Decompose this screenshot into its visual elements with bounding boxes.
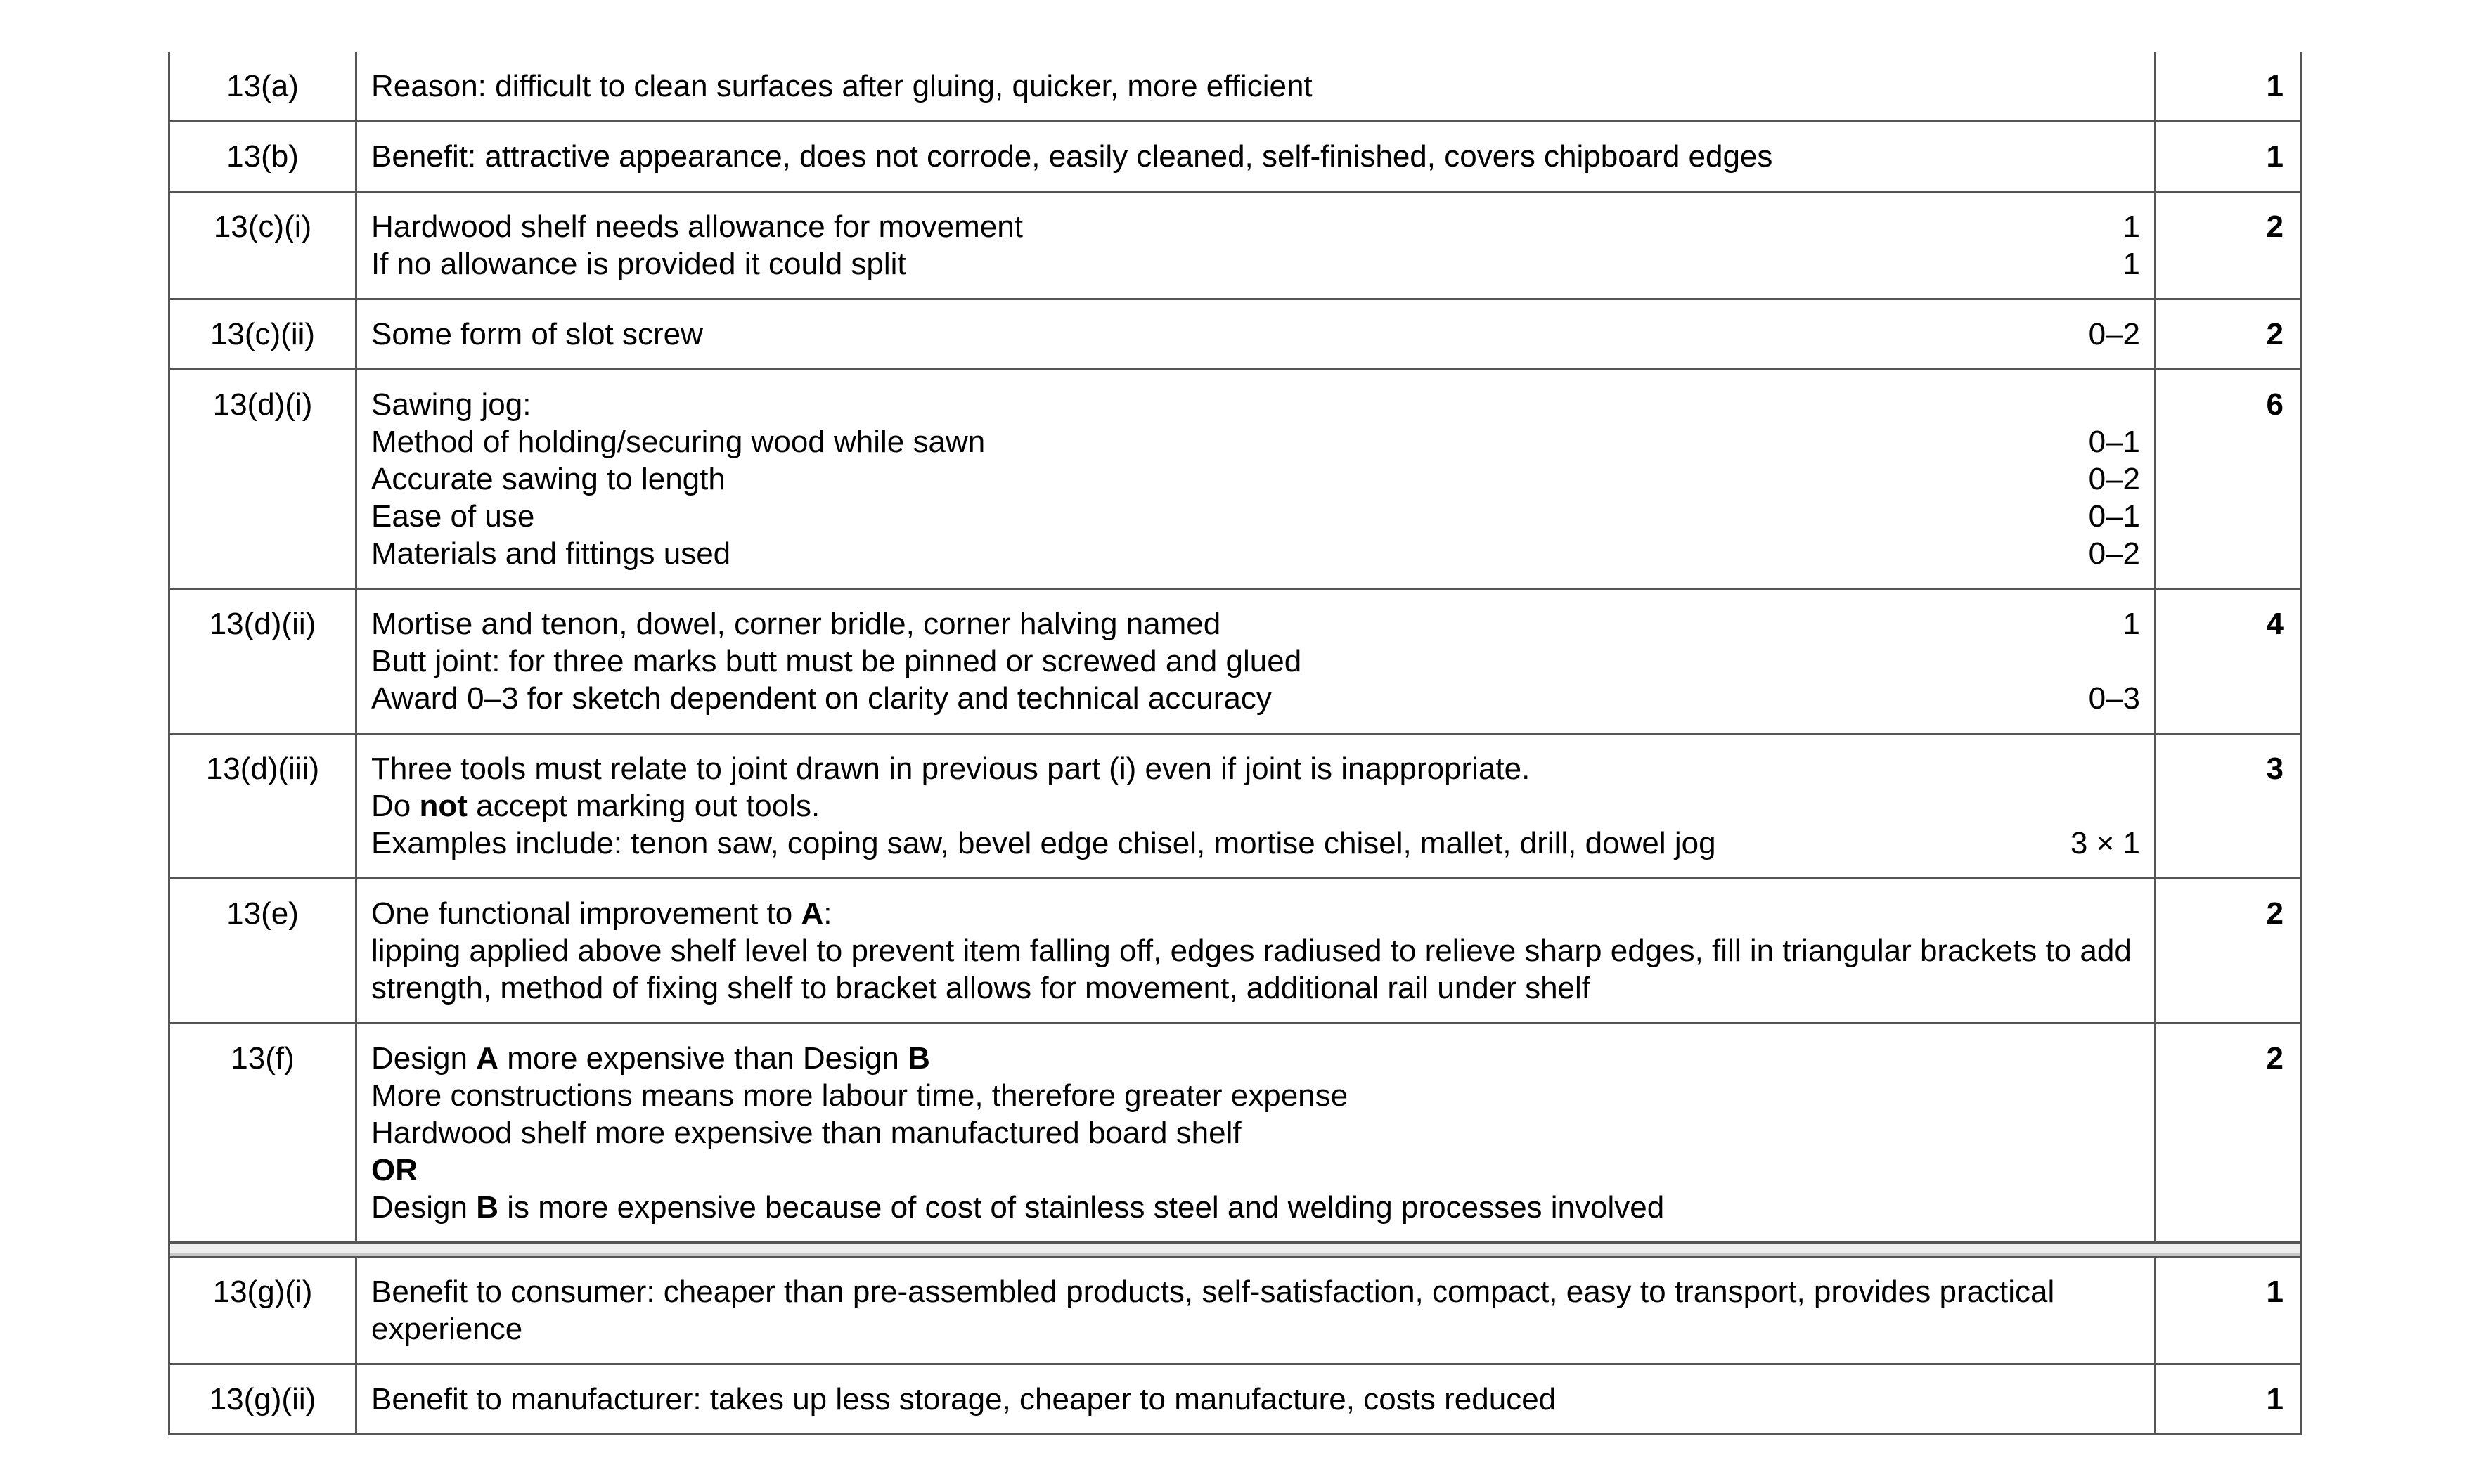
answer-cell <box>357 1024 2156 1241</box>
question-row <box>170 588 2300 733</box>
answer-line <box>371 1114 2140 1151</box>
answer-cell <box>357 879 2156 1022</box>
answer-text: Benefit to consumer: cheaper than pre-assembled products, self-satisfaction, compact, easy to transport, provides practical experience <box>371 1275 2055 1346</box>
total-mark: 4 <box>2266 607 2284 641</box>
total-mark: 3 <box>2266 751 2284 786</box>
answer-cell <box>357 1365 2156 1433</box>
answer-line <box>371 67 2140 105</box>
answer-line <box>371 1381 2140 1418</box>
question-row <box>170 1022 2300 1241</box>
answer-text-part: is more expensive because of cost of stainless steel and welding processes involved <box>498 1190 1665 1225</box>
answer-line <box>371 1040 2140 1077</box>
answer-line <box>371 386 2140 423</box>
question-row <box>170 298 2300 368</box>
question-row <box>170 877 2300 1022</box>
answer-line <box>371 895 2140 932</box>
answer-text: Hardwood shelf more expensive than manufactured board shelf <box>371 1116 1242 1150</box>
answer-text: lipping applied above shelf level to prevent item falling off, edges radiused to relieve sharp edges, fill in triangular brackets to add strength, method of fixing shelf to bracket allows for movement, additional rail under shelf <box>371 934 2132 1005</box>
answer-cell <box>357 300 2156 368</box>
answer-text: Materials and fittings used <box>371 536 731 571</box>
sub-mark: 0–1 <box>2088 425 2140 459</box>
answer-text: Examples include: tenon saw, coping saw, bevel edge chisel, mortise chisel, mallet, drill, dowel jog <box>371 826 1716 860</box>
answer-text-bold: not <box>419 789 468 823</box>
answer-text: Reason: difficult to clean surfaces after gluing, quicker, more efficient <box>371 69 1313 103</box>
sub-mark: 1 <box>2123 209 2140 244</box>
question-number: 13(d)(i) <box>170 370 357 588</box>
answer-line <box>371 245 2140 283</box>
question-number: 13(g)(i) <box>170 1258 357 1363</box>
answer-text-part: more expensive than Design <box>498 1041 908 1076</box>
answer-text: Benefit: attractive appearance, does not corrode, easily cleaned, self-finished, covers chipboard edges <box>371 139 1773 174</box>
answer-text <box>371 1189 1664 1226</box>
answer-line <box>371 1273 2140 1348</box>
answer-line <box>371 825 2140 862</box>
question-row <box>170 52 2300 120</box>
question-row <box>170 191 2300 298</box>
answer-line <box>371 787 2140 825</box>
answer-line <box>371 1151 2140 1189</box>
answer-text <box>371 1040 930 1077</box>
answer-text-part: Design <box>371 1041 477 1076</box>
answer-text-bold: A <box>476 1041 498 1076</box>
answer-line <box>371 535 2140 572</box>
mark-scheme-table <box>168 52 2302 1435</box>
answer-text: Butt joint: for three marks butt must be pinned or screwed and glued <box>371 644 1302 678</box>
sub-mark: 0–2 <box>2088 536 2140 571</box>
total-mark: 6 <box>2266 387 2284 422</box>
answer-text-part: accept marking out tools. <box>467 789 820 823</box>
question-number: 13(g)(ii) <box>170 1365 357 1433</box>
answer-text-bold: A <box>801 896 824 931</box>
sub-mark: 3 × 1 <box>2070 826 2140 860</box>
answer-text <box>371 895 832 932</box>
question-row <box>170 368 2300 588</box>
total-mark: 1 <box>2266 1275 2284 1309</box>
question-number: 13(d)(iii) <box>170 735 357 877</box>
sub-mark: 0–2 <box>2088 317 2140 351</box>
answer-line <box>371 932 2140 1007</box>
answer-cell <box>357 122 2156 191</box>
answer-line <box>371 1189 2140 1226</box>
question-row <box>170 733 2300 877</box>
answer-cell <box>357 735 2156 877</box>
question-row <box>170 120 2300 191</box>
total-mark: 2 <box>2266 1041 2284 1076</box>
total-mark: 1 <box>2266 139 2284 174</box>
total-mark: 2 <box>2266 209 2284 244</box>
answer-text-bold: B <box>476 1190 498 1225</box>
answer-line <box>371 1077 2140 1114</box>
answer-cell <box>357 370 2156 588</box>
answer-line <box>371 750 2140 787</box>
question-number: 13(c)(ii) <box>170 300 357 368</box>
answer-text-bold: B <box>908 1041 930 1076</box>
answer-text: Accurate sawing to length <box>371 462 726 496</box>
total-mark: 2 <box>2266 317 2284 351</box>
sub-mark: 0–1 <box>2088 499 2140 534</box>
answer-text: Three tools must relate to joint drawn in previous part (i) even if joint is inappropriate. <box>371 751 1531 786</box>
answer-line <box>371 498 2140 535</box>
question-row <box>170 1258 2300 1363</box>
question-number: 13(e) <box>170 879 357 1022</box>
sub-mark: 1 <box>2123 247 2140 281</box>
answer-line <box>371 208 2140 245</box>
answer-text: If no allowance is provided it could split <box>371 247 906 281</box>
answer-line <box>371 138 2140 175</box>
answer-line <box>371 423 2140 460</box>
question-number: 13(f) <box>170 1024 357 1241</box>
sub-mark: 0–3 <box>2088 681 2140 716</box>
answer-text: Sawing jog: <box>371 387 532 422</box>
answer-text: Award 0–3 for sketch dependent on clarity and technical accuracy <box>371 681 1272 716</box>
sub-mark: 1 <box>2123 607 2140 641</box>
answer-text: Hardwood shelf needs allowance for movement <box>371 209 1023 244</box>
answer-text <box>371 787 820 825</box>
answer-text: Method of holding/securing wood while sawn <box>371 425 986 459</box>
answer-cell <box>357 1258 2156 1363</box>
answer-cell <box>357 52 2156 120</box>
total-mark: 1 <box>2266 69 2284 103</box>
answer-text-bold: OR <box>371 1153 418 1187</box>
answer-cell <box>357 193 2156 298</box>
sub-mark: 0–2 <box>2088 462 2140 496</box>
answer-line <box>371 605 2140 643</box>
answer-text: Ease of use <box>371 499 535 534</box>
answer-text: Benefit to manufacturer: takes up less storage, cheaper to manufacture, costs reduced <box>371 1382 1557 1417</box>
question-row <box>170 1363 2300 1433</box>
answer-text: Some form of slot screw <box>371 317 703 351</box>
answer-line <box>371 680 2140 717</box>
answer-text-part: : <box>823 896 832 931</box>
total-mark: 1 <box>2266 1382 2284 1417</box>
answer-text: More constructions means more labour time, therefore greater expense <box>371 1078 1348 1113</box>
answer-text-part: One functional improvement to <box>371 896 801 931</box>
question-number: 13(b) <box>170 122 357 191</box>
total-mark: 2 <box>2266 896 2284 931</box>
answer-line <box>371 643 2140 680</box>
answer-text-part: Do <box>371 789 420 823</box>
answer-text-part: Design <box>371 1190 477 1225</box>
answer-line <box>371 460 2140 498</box>
question-number: 13(d)(ii) <box>170 590 357 733</box>
question-number: 13(a) <box>170 52 357 120</box>
question-number: 13(c)(i) <box>170 193 357 298</box>
answer-text <box>371 1151 418 1189</box>
table-page-break <box>170 1244 2300 1256</box>
mark-scheme-block-1 <box>170 52 2300 1244</box>
answer-line <box>371 316 2140 353</box>
answer-cell <box>357 590 2156 733</box>
answer-text: Mortise and tenon, dowel, corner bridle, corner halving named <box>371 607 1221 641</box>
mark-scheme-block-2 <box>170 1256 2300 1435</box>
